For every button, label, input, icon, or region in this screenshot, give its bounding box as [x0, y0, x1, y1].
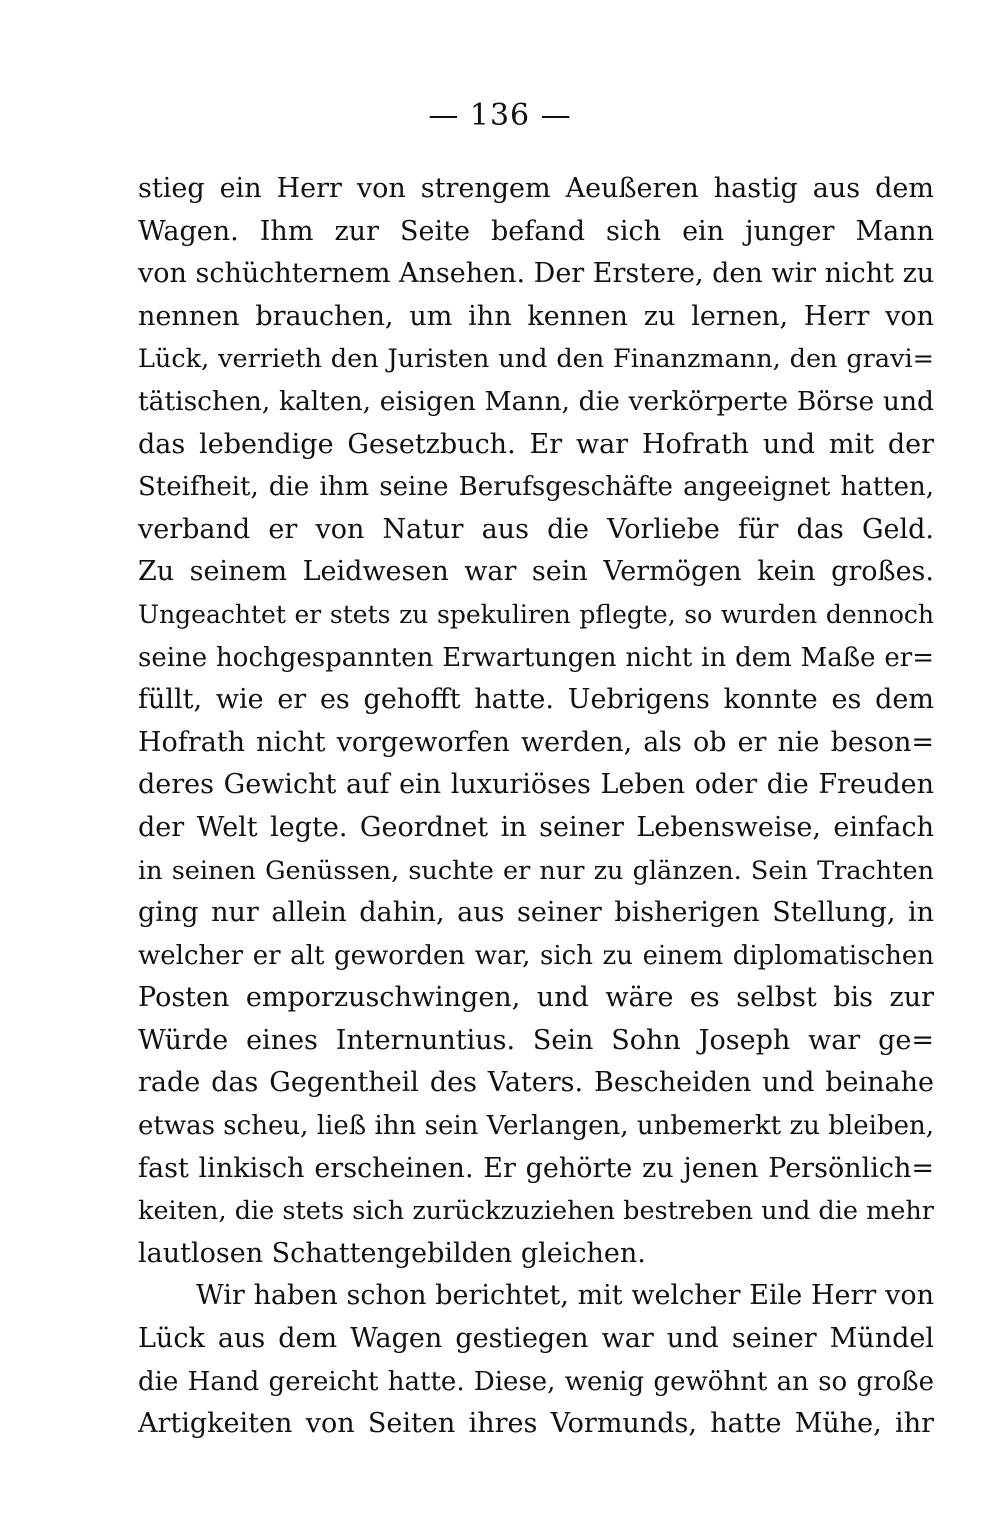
text-line: Würde eines Internuntius. Sein Sohn Joseph war ge= [138, 1024, 934, 1056]
paragraph-start-line: Wir haben schon berichtet, mit welcher Eile Herr von [196, 1280, 934, 1312]
text-line: von schüchternem Ansehen. Der Erstere, den wir nicht zu [138, 258, 934, 290]
text-line: Ungeachtet er stets zu spekuliren pflegte, so wurden dennoch [138, 599, 934, 629]
text-line: Posten emporzuschwingen, und wäre es selbst bis zur [138, 982, 934, 1014]
text-line: welcher er alt geworden war, sich zu einem diplomatischen [138, 940, 934, 971]
text-line: die Hand gereicht hatte. Diese, wenig gewöhnt an so große [138, 1366, 934, 1397]
text-line: füllt, wie er es gehofft hatte. Uebrigens konnte es dem [138, 684, 934, 716]
text-line: seine hochgespannten Erwartungen nicht in dem Maße er= [138, 642, 934, 673]
text-line: etwas scheu, ließ ihn sein Verlangen, unbemerkt zu bleiben, [138, 1111, 934, 1142]
text-line: der Welt legte. Geordnet in seiner Lebensweise, einfach [138, 811, 934, 843]
page-number: — 136 — [428, 98, 572, 133]
text-line: tätischen, kalten, eisigen Mann, die verkörperte Börse und [138, 385, 934, 417]
text-line: ging nur allein dahin, aus seiner bisherigen Stellung, in [138, 897, 934, 929]
text-line: Artigkeiten von Seiten ihres Vormunds, hatte Mühe, ihr [138, 1408, 934, 1440]
text-line: in seinen Genüssen, suchte er nur zu glänzen. Sein Trachten [138, 855, 934, 886]
text-line: rade das Gegentheil des Vaters. Bescheiden und beinahe [138, 1067, 934, 1099]
text-line: Lück, verrieth den Juristen und den Finanzmann, den gravi= [138, 344, 934, 375]
text-line: nennen brauchen, um ihn kennen zu lernen, Herr von [138, 300, 934, 332]
text-line: das lebendige Gesetzbuch. Er war Hofrath und mit der [138, 428, 934, 460]
paragraph-end-line: lautlosen Schattengebilden gleichen. [138, 1237, 646, 1269]
text-line: deres Gewicht auf ein luxuriöses Leben oder die Freuden [138, 769, 934, 801]
text-line: Lück aus dem Wagen gestiegen war und seiner Mündel [138, 1323, 934, 1355]
text-line: stieg ein Herr von strengem Aeußeren hastig aus dem [138, 173, 934, 204]
body-text [138, 168, 934, 1446]
text-line: keiten, die stets sich zurückzuziehen bestreben und die mehr [138, 1196, 934, 1227]
text-line: verband er von Natur aus die Vorliebe für das Geld. [138, 513, 934, 545]
text-line: Steifheit, die ihm seine Berufsgeschäfte angeeignet hatten, [138, 472, 934, 503]
text-line: Hofrath nicht vorgeworfen werden, als ob er nie beson= [138, 726, 934, 758]
text-line: fast linkisch erscheinen. Er gehörte zu jenen Persönlich= [138, 1152, 934, 1184]
text-line: Wagen. Ihm zur Seite befand sich ein junger Mann [138, 215, 934, 247]
text-line: Zu seinem Leidwesen war sein Vermögen kein großes. [138, 556, 934, 588]
